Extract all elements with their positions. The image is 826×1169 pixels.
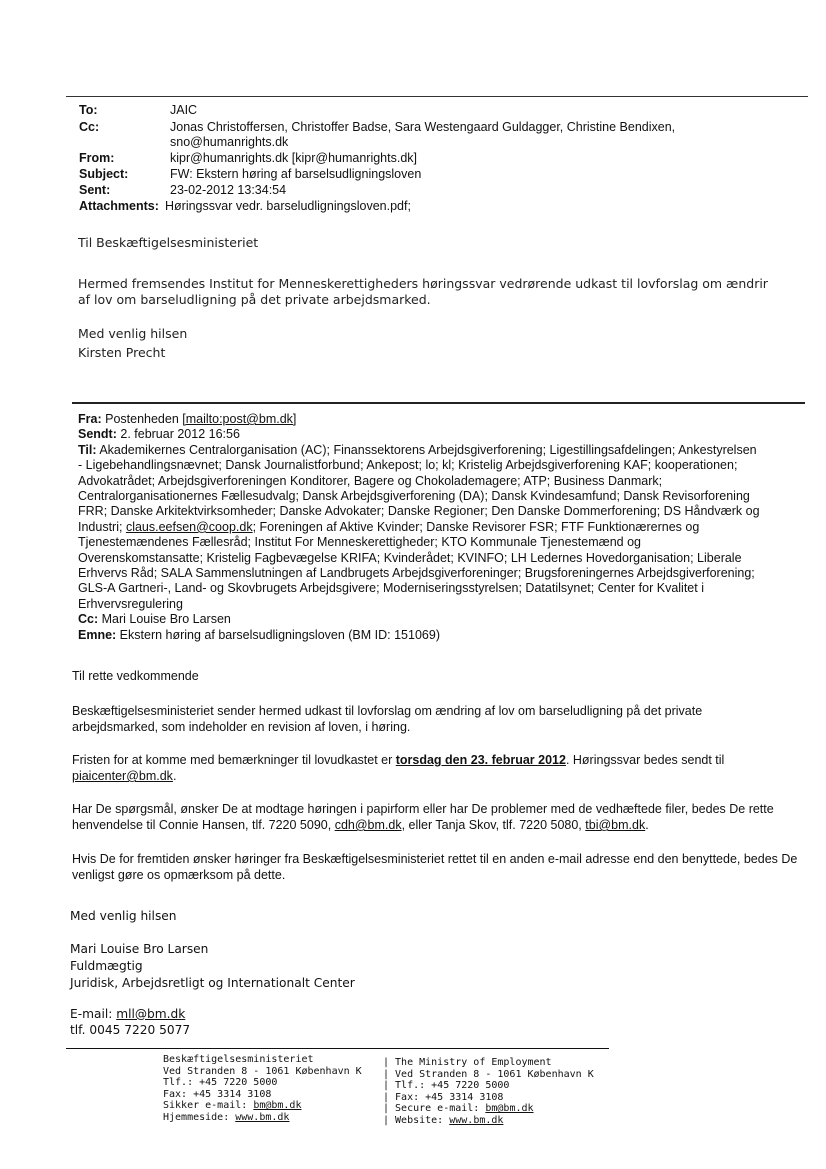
fwd-cc-value: Mari Louise Bro Larsen <box>98 612 231 627</box>
attachments-value[interactable]: Høringssvar vedr. barseludligningsloven.pdf; <box>165 199 411 213</box>
footer-fax: | Fax: +45 3314 3108 <box>383 1091 504 1103</box>
signature-closing: Med venlig hilsen <box>70 909 177 923</box>
cover-name: Kirsten Precht <box>78 345 166 360</box>
footer-address: | Ved Stranden 8 - 1061 København K <box>383 1068 594 1080</box>
footer-secure-email: | Secure e-mail: bm@bm.dk <box>383 1103 534 1115</box>
til-line: Erhvervsregulering <box>78 596 183 611</box>
signature-phone: tlf. 0045 7220 5077 <box>70 1023 191 1037</box>
footer-website-link[interactable]: www.bm.dk <box>449 1114 504 1126</box>
signature-email-link[interactable]: mll@bm.dk <box>116 1007 186 1021</box>
fra-mailto-link[interactable]: [mailto:post@bm.dk] <box>182 412 297 426</box>
from-value: kipr@humanrights.dk [kipr@humanrights.dk] <box>170 151 418 165</box>
forward-divider <box>72 402 805 404</box>
cc-label: Cc: <box>79 120 100 134</box>
til-label: Til: <box>78 442 97 457</box>
sendt-line <box>78 427 798 442</box>
til-line: Erhvervs Råd; SALA Sammenslutningen af Landbrugets Arbejdsgiverforeninger; Brugsforeningernes Arbejdsgiverforening; <box>78 566 755 581</box>
til-line: Centralorganisationernes Fællesudvalg; Dansk Arbejdsgiverforening (DA); Dansk Kvindesamfund; Dansk Revisorforening <box>78 489 750 504</box>
til-line: GLS-A Gartneri-, Land- og Skovbrugets Arbejdsgivere; Moderniseringsstyrelsen; Datatilsynet; Center for Kvalitet i <box>78 581 704 596</box>
footer-secure-email: Sikker e-mail: bm@bm.dk <box>163 1100 302 1112</box>
signature-name: Mari Louise Bro Larsen <box>70 942 209 956</box>
footer-secure-email-link[interactable]: bm@bm.dk <box>485 1103 534 1115</box>
letter-salutation: Til rette vedkommende <box>72 669 199 683</box>
coop-email-link[interactable]: claus.eefsen@coop.dk <box>125 519 253 534</box>
footer-fax: Fax: +45 3314 3108 <box>163 1088 272 1100</box>
cdh-email-link[interactable]: cdh@bm.dk <box>334 818 402 832</box>
tbi-email-link[interactable]: tbi@bm.dk <box>585 818 646 832</box>
footer-phone: | Tlf.: +45 7220 5000 <box>383 1080 510 1092</box>
footer-address: Ved Stranden 8 - 1061 København K <box>163 1065 362 1077</box>
signature-title: Fuldmægtig <box>70 959 143 973</box>
footer-website: Hjemmeside: www.bm.dk <box>163 1111 290 1123</box>
to-label: To: <box>79 103 98 117</box>
letter-paragraph-4: Hvis De for fremtiden ønsker høringer fra Beskæftigelsesministeriet rettet til en anden e-mail adresse end den benyttede, bedes De venligst gøre os opmærksom på dette. <box>72 852 798 882</box>
emne-value: Ekstern høring af barselsudligningsloven (BM ID: 151069) <box>116 627 440 642</box>
letter-paragraph-3: Har De spørgsmål, ønsker De at modtage høringen i papirform eller har De problemer med de vedhæftede filer, bedes De rette henvendelse til Connie Hansen, tlf. 7220 5090, cdh@bm.dk, eller Tanja Skov, tlf. 7220 5080, tbi@bm.dk. <box>72 802 774 832</box>
fra-line <box>78 412 798 427</box>
forwarded-header <box>78 412 798 643</box>
footer-phone: Tlf.: +45 7220 5000 <box>163 1077 278 1089</box>
til-recipients <box>78 443 798 612</box>
footer-secure-email-link[interactable]: bm@bm.dk <box>253 1100 302 1112</box>
cover-body-line1: Hermed fremsendes Institut for Menneskerettigheders høringssvar vedrørende udkast til lovforslag om ændrir <box>78 276 768 291</box>
subject-label: Subject: <box>79 167 129 181</box>
signature-department: Juridisk, Arbejdsretligt og Internationalt Center <box>70 976 355 990</box>
footer-org: Beskæftigelsesministeriet <box>163 1054 314 1065</box>
cover-greeting: Til Beskæftigelsesministeriet <box>78 235 259 250</box>
sendt-value: 2. februar 2012 16:56 <box>120 427 240 442</box>
fwd-cc-label: Cc: <box>78 612 99 627</box>
to-value: JAIC <box>170 103 198 117</box>
til-line: Akademikernes Centralorganisation (AC); Finanssektorens Arbejdsgiverforening; Ligestillingsafdelingen; Ankestyrelsen <box>96 442 757 457</box>
cover-body-line2: af lov om barseludligning på det private arbejdsmarked. <box>78 292 431 307</box>
footer-english <box>383 1057 594 1127</box>
attachments-label: Attachments: <box>79 199 159 213</box>
til-line: Overenskomstansatte; Kristelig Fagbevægelse KRIFA; Kvinderådet; KVINFO; LH Ledernes Hovedorganisation; Liberale <box>78 550 742 565</box>
from-label: From: <box>79 151 115 165</box>
cc-line <box>78 612 798 627</box>
sent-value: 23-02-2012 13:34:54 <box>170 183 287 197</box>
footer-danish <box>163 1054 362 1124</box>
til-line: - Ligebehandlingsnævnet; Dansk Journalistforbund; Ankepost; lo; kl; Kristelig Arbejdsgiverforening KAF; kooperationen; <box>78 458 738 473</box>
til-line: FRR; Danske Arkitektvirksomheder; Danske Advokater; Danske Regioner; Den Danske Dommerforening; DS Håndværk og <box>78 504 760 519</box>
fra-value: Postenheden <box>105 412 183 426</box>
til-line: Tjenestemændenes Fællesråd; Institut For Menneskerettigheder; KTO Kommunale Tjenestemænd og <box>78 535 642 550</box>
top-divider <box>66 96 808 97</box>
footer-website-link[interactable]: www.bm.dk <box>235 1111 290 1123</box>
fra-label: Fra: <box>78 412 102 426</box>
piaicenter-email-link[interactable]: piaicenter@bm.dk <box>72 769 173 783</box>
subject-value: FW: Ekstern høring af barselsudligningsloven <box>170 167 422 181</box>
cc-value: Jonas Christoffersen, Christoffer Badse, Sara Westengaard Guldagger, Christine Bendixen, <box>170 120 676 134</box>
letter-paragraph-2: Fristen for at komme med bemærkninger til lovudkastet er torsdag den 23. februar 2012. Høringssvar bedes sendt til piaicenter@bm.dk. <box>72 753 725 783</box>
til-line: Advokatrådet; Arbejdsgiverforeningen Konditorer, Bagere og Chokolademagere; ATP; Business Danmark; <box>78 473 663 488</box>
sent-label: Sent: <box>79 183 111 197</box>
footer-divider <box>66 1048 609 1049</box>
footer-org: | The Ministry of Employment <box>383 1057 552 1068</box>
footer-website: | Website: www.bm.dk <box>383 1114 504 1126</box>
emne-label: Emne: <box>78 627 117 642</box>
til-line: Industri; claus.eefsen@coop.dk; Foreningen af Aktive Kvinder; Danske Revisorer FSR; FTF Funktionærernes og <box>78 519 700 534</box>
letter-paragraph-1: Beskæftigelsesministeriet sender hermed udkast til lovforslag om ændring af lov om barseludligning på det private arbejdsmarked, som indeholder en revision af loven, i høring. <box>72 704 703 734</box>
sendt-label: Sendt: <box>78 427 117 442</box>
signature-email-line <box>70 1006 185 1023</box>
emne-line <box>78 628 798 643</box>
signature-email-label: E-mail: <box>70 1007 117 1021</box>
deadline: torsdag den 23. februar 2012 <box>395 753 566 767</box>
cc-value-2: sno@humanrights.dk <box>170 135 289 149</box>
cover-closing: Med venlig hilsen <box>78 326 188 341</box>
